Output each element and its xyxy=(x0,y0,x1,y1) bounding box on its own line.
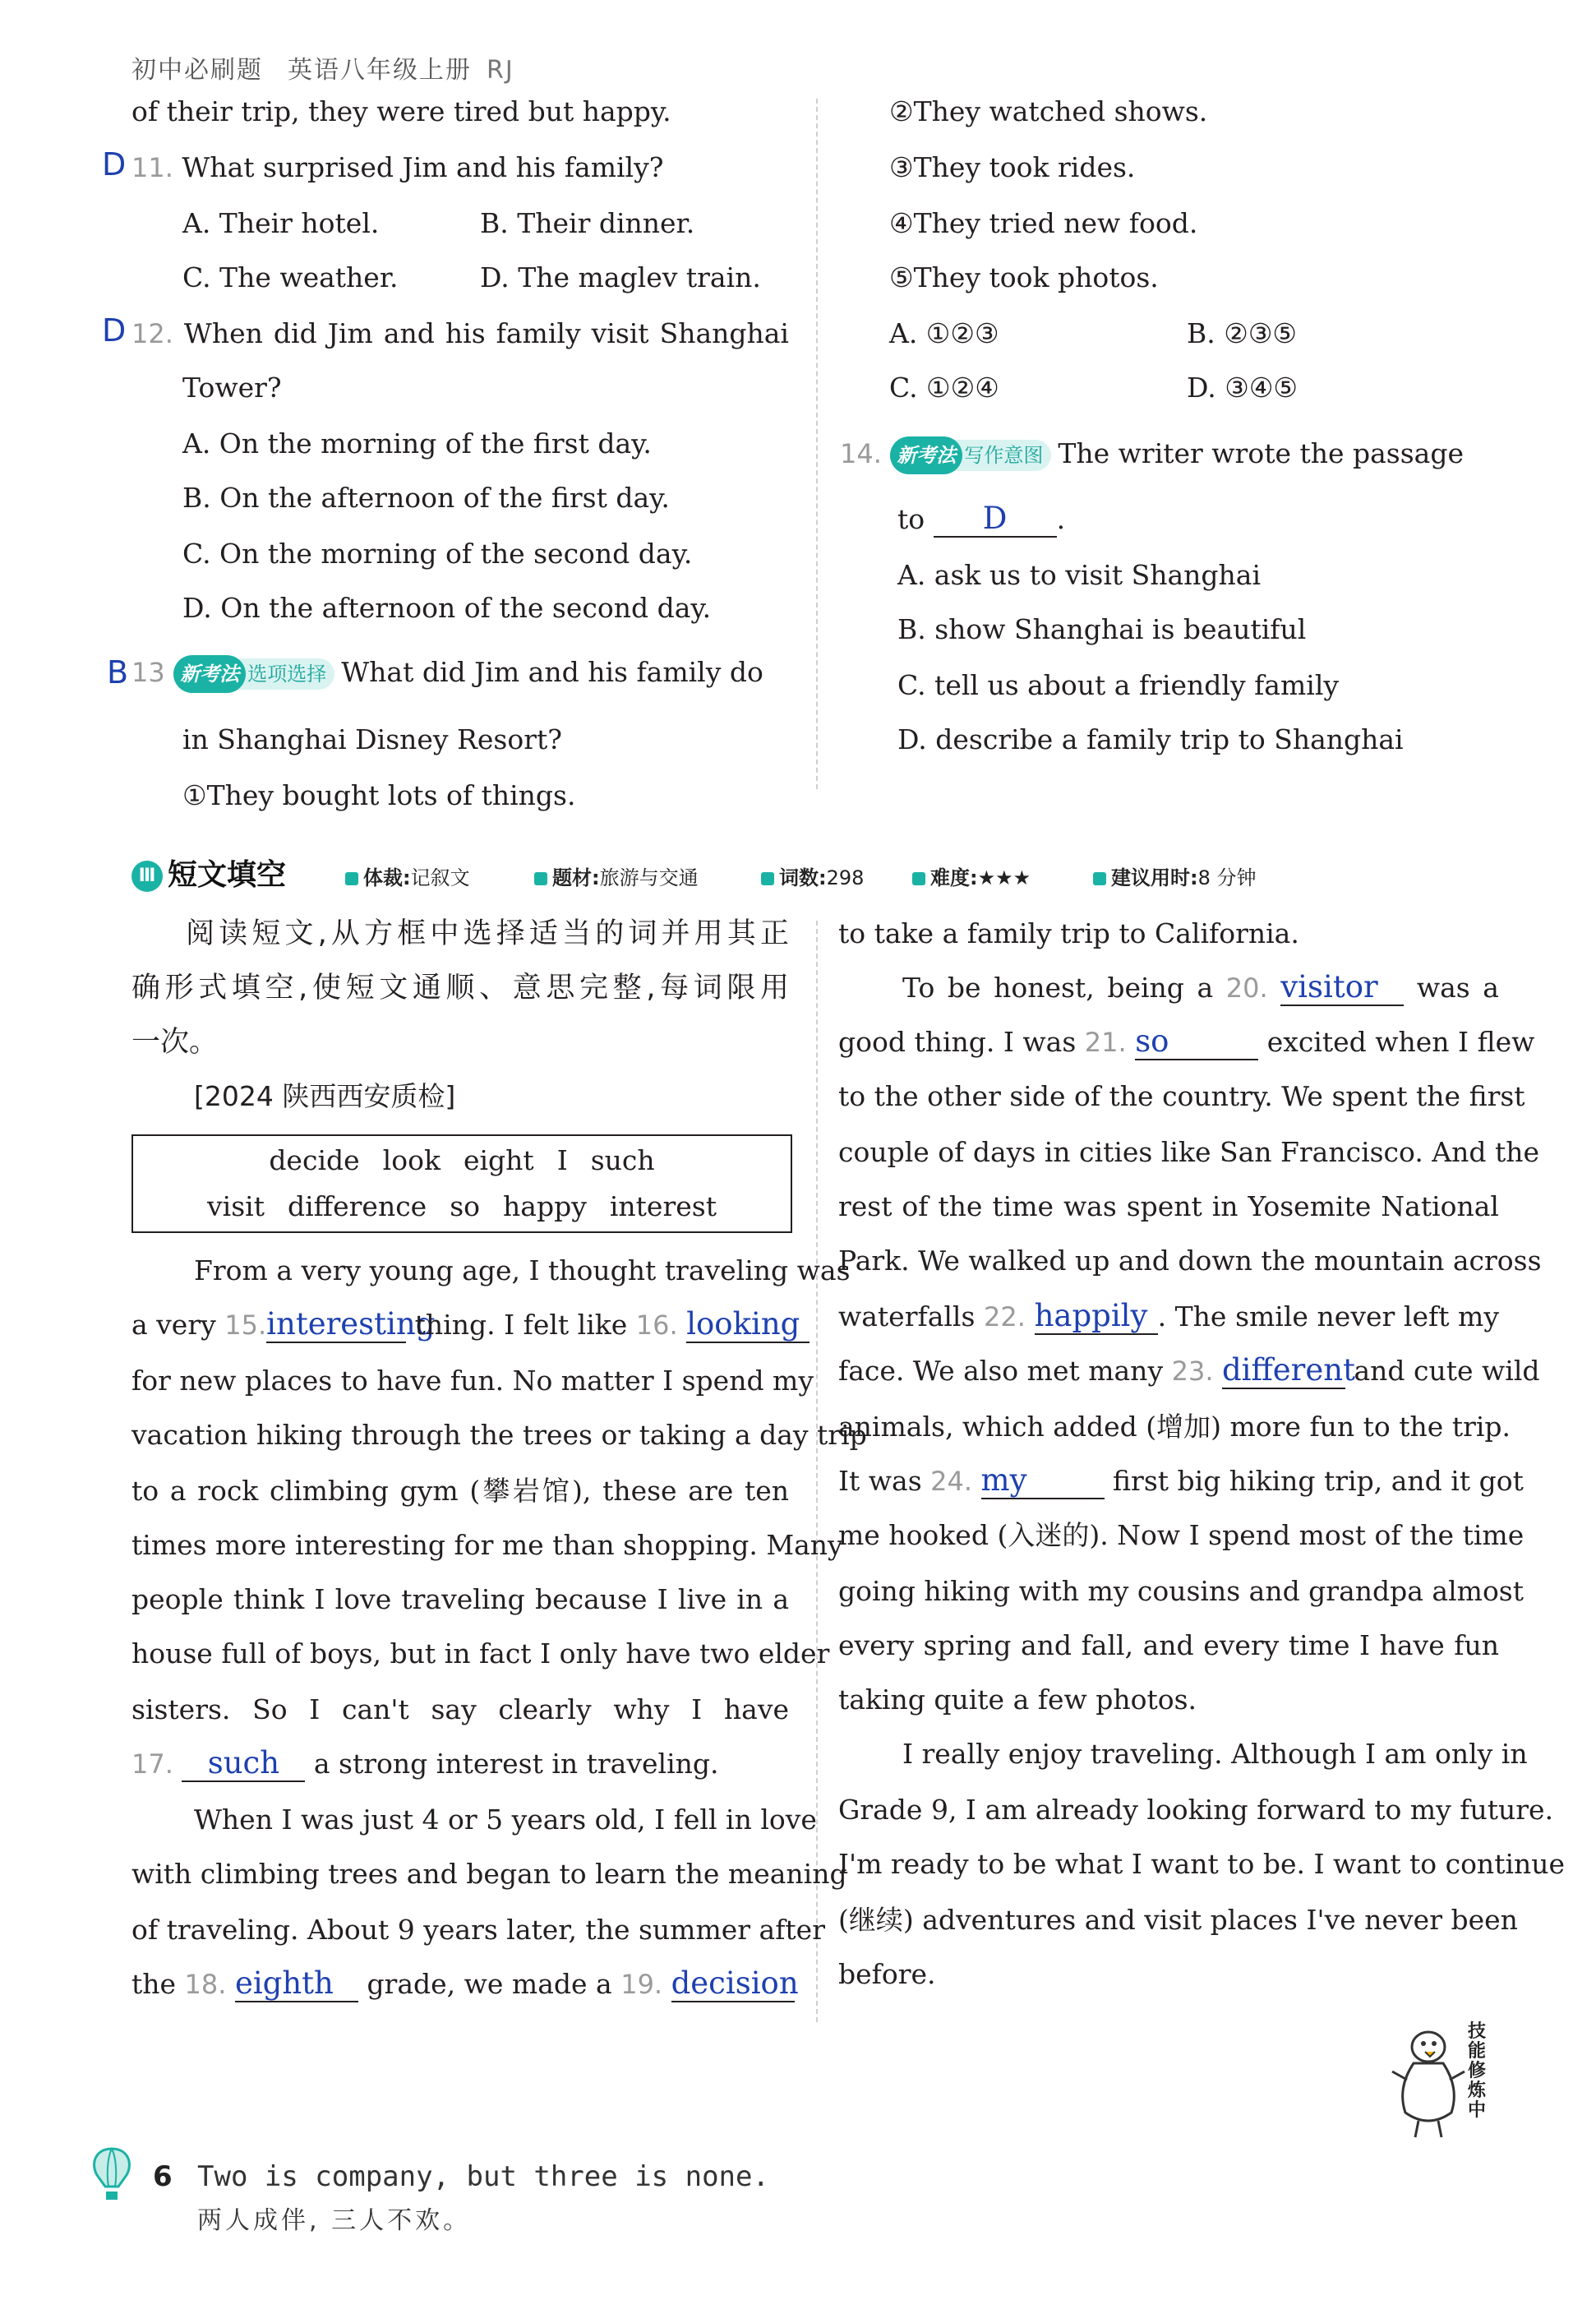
answer-23: different xyxy=(1221,1352,1355,1388)
answer-20: visitor xyxy=(1280,969,1378,1005)
blank-15 xyxy=(266,1306,436,1343)
q14-option-c: C. tell us about a friendly family xyxy=(897,669,1340,701)
meta-genre: 体裁:记叙文 xyxy=(345,861,470,890)
mascot-caption: 技能修炼中 xyxy=(1468,2021,1487,2121)
header-book: 初中必刷题 xyxy=(131,56,263,85)
q14-blank xyxy=(934,502,1057,538)
q11-option-b: B. Their dinner. xyxy=(480,207,695,239)
word-box-row-2 xyxy=(133,1190,791,1222)
q13-option-3: ③They took rides. xyxy=(889,151,1136,183)
meta-difficulty: 难度:★★★ xyxy=(912,861,1031,890)
q12-option-c: C. On the morning of the second day. xyxy=(182,538,693,570)
word-decide: decide xyxy=(269,1144,360,1176)
q13-option-4: ④They tried new food. xyxy=(889,207,1198,239)
word-box xyxy=(131,1134,792,1233)
intro-line: of their trip, they were tired but happy. xyxy=(131,95,671,127)
q13-choice-a: A. ①②③ xyxy=(889,317,999,349)
q12-answer: D xyxy=(102,312,127,349)
q14-badge-main: 新考法 xyxy=(890,436,962,474)
passage-line: before. xyxy=(838,1958,936,1990)
answer-17: such xyxy=(207,1745,280,1780)
q13-stem-cont: in Shanghai Disney Resort? xyxy=(182,723,562,755)
blank-21 xyxy=(1135,1025,1258,1060)
passage-line: animals, which added (增加) more fun to the trip. xyxy=(838,1411,1511,1443)
q12-option-b: B. On the afternoon of the first day. xyxy=(182,482,670,514)
footer-quote-zh: 两人成伴, 三人不欢。 xyxy=(197,2206,472,2235)
passage-line: (继续) adventures and visit places I've never been xyxy=(838,1904,1518,1936)
blank-19 xyxy=(671,1965,799,2002)
passage-line: face. We also met many 23. different and cute wild xyxy=(838,1352,1540,1388)
passage-line: From a very young age, I thought traveling was xyxy=(194,1254,851,1286)
instructions-line-2: 确形式填空,使短文通顺、意思完整,每词限用 xyxy=(131,972,789,1005)
section-number: Ⅲ xyxy=(131,861,163,892)
passage-line: to the other side of the country. We spent the first xyxy=(838,1080,1525,1112)
answer-15: interesting xyxy=(266,1306,436,1342)
q13-stem xyxy=(131,654,763,690)
q14-stem xyxy=(840,436,1464,472)
hot-air-balloon-icon xyxy=(87,2145,136,2203)
section-title-text: 短文填空 xyxy=(168,858,287,892)
answer-24: my xyxy=(980,1462,1027,1498)
instructions-line-3: 一次。 xyxy=(131,1026,219,1059)
passage-line: couple of days in cities like San Francisco. And the xyxy=(838,1136,1540,1168)
q14-option-b: B. show Shanghai is beautiful xyxy=(897,613,1307,645)
word-so: so xyxy=(450,1190,481,1222)
word-i: I xyxy=(556,1144,568,1176)
meta-time: 建议用时:8 分钟 xyxy=(1093,861,1257,890)
answer-22: happily xyxy=(1034,1298,1148,1333)
passage-line: house full of boys, but in fact I only have two elder xyxy=(131,1637,830,1670)
passage-line: vacation hiking through the trees or taking a day trip xyxy=(131,1419,867,1451)
column-divider-bottom xyxy=(816,921,818,2022)
q11-stem: 11. What surprised Jim and his family? xyxy=(131,151,664,183)
bird-mascot-icon xyxy=(1389,2014,1468,2145)
word-such: such xyxy=(590,1144,655,1176)
passage-line: sisters. So I can't say clearly why I have xyxy=(131,1693,789,1725)
q13-choice-d: D. ③④⑤ xyxy=(1187,372,1298,404)
q14-num: 14. xyxy=(840,438,882,469)
q12-option-a: A. On the morning of the first day. xyxy=(182,427,652,460)
blank-24 xyxy=(981,1464,1105,1499)
q14-option-d: D. describe a family trip to Shanghai xyxy=(897,723,1404,755)
header-edition: RJ xyxy=(487,56,514,85)
q13-num: 13 xyxy=(131,657,165,688)
passage-line: every spring and fall, and every time I have fun xyxy=(838,1629,1499,1661)
answer-16: looking xyxy=(686,1306,800,1342)
q12-stem-cont: Tower? xyxy=(182,372,282,404)
q11-answer: D xyxy=(102,146,127,182)
q11-option-c: C. The weather. xyxy=(182,261,399,293)
word-interest: interest xyxy=(609,1190,717,1222)
answer-21: so xyxy=(1135,1023,1169,1059)
q14-badge-sub: 写作意图 xyxy=(964,444,1044,467)
q13-option-2: ②They watched shows. xyxy=(889,95,1208,127)
passage-line: to a rock climbing gym (攀岩馆), these are ten xyxy=(131,1475,789,1507)
q11-option-d: D. The maglev train. xyxy=(480,261,761,293)
q13-option-1: ①They bought lots of things. xyxy=(182,779,576,811)
q13-choice-c: C. ①②④ xyxy=(889,372,999,404)
passage-line: me hooked (入迷的). Now I spend most of the time xyxy=(838,1519,1525,1551)
answer-18: eighth xyxy=(234,1965,334,2001)
q13-badge-sub: 选项选择 xyxy=(247,663,327,686)
blank-16 xyxy=(686,1308,810,1343)
passage-line: It was 24. my first big hiking trip, and it got xyxy=(838,1462,1524,1498)
word-happy: happy xyxy=(503,1190,587,1222)
signal-icon xyxy=(912,872,925,885)
q12-stem: 12. When did Jim and his family visit Shanghai xyxy=(131,317,789,349)
word-difference: difference xyxy=(287,1190,427,1222)
q12-num: 12 xyxy=(131,318,165,349)
blank-18 xyxy=(235,1967,358,2002)
q13-badge xyxy=(173,658,334,690)
answer-19: decision xyxy=(671,1965,799,2001)
passage-line: of traveling. About 9 years later, the summer after xyxy=(131,1914,825,1946)
book-icon xyxy=(345,872,358,885)
word-box-row-1 xyxy=(133,1144,791,1176)
instructions-line-1: 阅读短文,从方框中选择适当的词并用其正 xyxy=(186,917,789,950)
source-note: [2024 陕西西安质检] xyxy=(194,1080,456,1112)
passage-line: people think I love traveling because I live in a xyxy=(131,1583,789,1615)
blank-23 xyxy=(1221,1352,1355,1389)
passage-line: waterfalls 22. happily . The smile never left my xyxy=(838,1298,1499,1333)
passage-line: for new places to have fun. No matter I spend my xyxy=(131,1365,814,1397)
q14-badge xyxy=(890,440,1051,471)
q14-option-a: A. ask us to visit Shanghai xyxy=(897,559,1262,591)
q13-badge-main: 新考法 xyxy=(173,655,246,693)
q11-option-a: A. Their hotel. xyxy=(182,207,380,239)
passage-line: times more interesting for me than shopping. Many xyxy=(131,1529,843,1561)
passage-line: Grade 9, I am already looking forward to my future. xyxy=(838,1794,1554,1826)
pen-icon xyxy=(534,872,547,885)
passage-line: good thing. I was 21. so excited when I flew xyxy=(838,1023,1535,1059)
passage-line: taking quite a few photos. xyxy=(838,1683,1197,1716)
passage-line: to take a family trip to California. xyxy=(838,917,1299,949)
word-look: look xyxy=(382,1144,441,1176)
running-header xyxy=(131,49,514,85)
bell-icon xyxy=(1093,872,1106,885)
footer-quote-en: Two is company, but three is none. xyxy=(197,2160,769,2193)
q13-answer: B xyxy=(107,654,129,690)
meta-words: 词数:298 xyxy=(761,861,864,890)
q14-text: The writer wrote the passage xyxy=(1058,437,1465,469)
q11-text: What surprised Jim and his family? xyxy=(182,151,664,183)
passage-line: a very 15.interesting thing. I felt like 16. looking xyxy=(131,1307,789,1343)
q12-option-d: D. On the afternoon of the second day. xyxy=(182,592,712,624)
blank-20 xyxy=(1280,971,1404,1006)
word-visit: visit xyxy=(207,1190,265,1222)
header-subject: 英语八年级上册 xyxy=(288,56,472,85)
passage-line: rest of the time was spent in Yosemite National xyxy=(838,1190,1499,1222)
passage-line: To be honest, being a 20. visitor was a xyxy=(902,969,1499,1005)
passage-line: Park. We walked up and down the mountain across xyxy=(838,1245,1542,1277)
meta-topic: 题材:旅游与交通 xyxy=(534,861,699,890)
page-number: 6 xyxy=(153,2160,173,2193)
pencil-icon xyxy=(761,872,774,885)
passage-line: I really enjoy traveling. Although I am only in xyxy=(902,1738,1528,1770)
passage-line: with climbing trees and began to learn the meaning xyxy=(131,1858,847,1890)
q13-option-5: ⑤They took photos. xyxy=(889,261,1159,293)
section-title xyxy=(131,852,286,894)
q14-stem-cont: to D . xyxy=(897,501,1066,536)
blank-17 xyxy=(182,1747,305,1782)
q14-answer: D xyxy=(982,501,1008,536)
passage-line: I'm ready to be what I want to be. I want to continue xyxy=(838,1848,1566,1880)
q12-text: When did Jim and his family visit Shanghai xyxy=(183,317,789,349)
q11-num: 11 xyxy=(131,152,165,183)
passage-line: 17. such a strong interest in traveling. xyxy=(131,1745,719,1780)
passage-line: going hiking with my cousins and grandpa almost xyxy=(838,1575,1525,1607)
column-divider-top xyxy=(816,99,818,789)
blank-22 xyxy=(1035,1300,1158,1335)
q13-choice-b: B. ②③⑤ xyxy=(1187,317,1297,349)
q13-text: What did Jim and his family do xyxy=(341,656,763,688)
word-eight: eight xyxy=(463,1144,534,1176)
passage-line: When I was just 4 or 5 years old, I fell in love xyxy=(194,1804,817,1836)
passage-line: the 18. eighth grade, we made a 19. decision xyxy=(131,1965,799,2001)
